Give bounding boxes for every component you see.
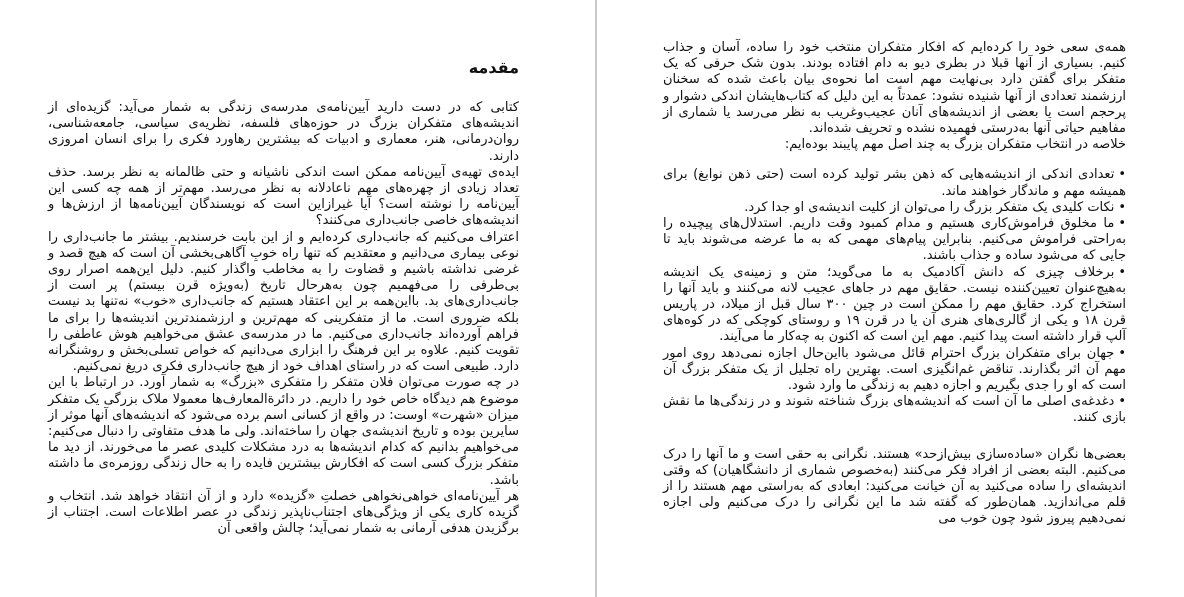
section-heading: مقدمه — [468, 58, 519, 77]
paragraph: اعتراف می‌کنیم که جانب‌داری کرده‌ایم و از این بابت خرسندیم. بیشتر ما جانب‌داری را نوعی بیماری می‌دانیم و معتقدیم که تنها راه خوبِ آگاهی‌بخشی آن است که هیچ قصد و غرضی نداشته باشیم و قضاوت را به مخاطب واگذار کنیم. دلیل این‌همه اصرار روی بی‌طرفی را می‌فهمیم چون به‌هرحال تاریخ (به‌ویژه قرن بیستم) پر است از جانب‌داری‌های بد. بااین‌همه بر این اعتقاد هستیم که جانب‌داری «خوب» نه‌تنها بد نیست بلکه ضروری است. ما از متفکرینی که مهم‌ترین و ارزشمندترین اندیشه‌ها را برای ما فراهم آورده‌اند جانب‌داری می‌کنیم. ما در مدرسه‌ی عشق می‌خواهیم هوش عاطفی را تقویت کنیم. علاوه بر این فرهنگ را ابزاری می‌دانیم که خواص تسلی‌بخش و روشنگرانه دارد. طبیعی است که در راستای اهداف خود از هیچ جانب‌داری فکری دریغ نمی‌کنیم. — [48, 229, 519, 375]
paragraph: ایده‌ی تهیه‌ی آیین‌نامه ممکن است اندکی ناشیانه و حتی ظالمانه به نظر برسد. حذف تعداد زیادی از چهره‌های مهم ناعادلانه به نظر می‌رسد. مهم‌تر از همه چه کسی این آیین‌نامه را نوشته است؟ آیا غیرازاین است که نویسندگان آیین‌نامه‌ها از ارزش‌ها و اندیشه‌های خاصی جانب‌داری می‌کنند؟ — [48, 164, 519, 229]
list-item-text: تعدادی اندکی از اندیشه‌هایی که ذهن بشر تولید کرده است (حتی ذهن نوابغ) برای همیشه مهم و ماندگار خواهند ماند. — [663, 167, 1126, 199]
right-page — [597, 0, 1184, 597]
list-item-text: برخلاف چیزی که دانش آکادمیک به ما می‌گوید؛ متن و زمینه‌ی یک اندیشه به‌هیچ‌عنوان تعیین‌کننده نیست. حقایق مهم در جاهای عجیب لانه می‌کنند و باید آنها را استخراج کرد. حقایق مهم را ممکن است در چین ۳۰۰ سال قبل از میلاد، در پاریس قرن ۱۸ و یکی از گالری‌های هنری آن یا در قرن ۱۹ و روستای کوچکی که در کوه‌های آلپ قرار داشته است پیدا کنیم. مهم این است که اکنون به چه‌کار ما می‌آیند. — [663, 264, 1126, 345]
list-item-text: جهان برای متفکران بزرگ احترام قائل می‌شود بااین‌حال اجازه نمی‌دهد روی امور مهم آن اثر بگذارند. تناقض غم‌انگیزی است. بهترین راه تجلیل از یک متفکر بزرگ آن است که او را جدی بگیریم و اجازه دهیم به زندگی ما وارد شود. — [663, 345, 1126, 394]
list-item — [663, 200, 1126, 216]
principles-list — [663, 167, 1126, 426]
right-column — [663, 40, 1126, 528]
list-item-text: دغدغه‌ی اصلی ما آن است که اندیشه‌های بزرگ شناخته شوند و در زندگی‌ها ما نقش بازی کنند. — [663, 394, 1126, 426]
paragraph: هر آیین‌نامه‌ای خواهی‌نخواهی خصلتِ «گزیده» دارد و از آن انتقاد خواهد شد. انتخاب و گزیده کاری یکی از ویژگی‌های اجتناب‌ناپذیر زندگی در عصر اطلاعات است. اجتناب از برگزیدن هدفی آرمانی به شمار نمی‌آید؛ چالش واقعی آن — [48, 488, 519, 537]
list-item — [663, 394, 1126, 426]
bullet-icon: • — [1118, 167, 1126, 183]
spacer — [663, 427, 1126, 447]
paragraph: در چه صورت می‌توان فلان متفکر را متفکری «بزرگ» به شمار آورد. در ارتباط با این موضوع هم دیدگاه خاص خود را داریم. در دائرةالمعارف‌ها معمولا ملاک بزرگی یک متفکر میزان «شهرت» اوست: در واقع از کسانی اسم برده می‌شود که اندیشه‌های آنها موثر از سایرین بوده و تاریخ اندیشه‌ی جهان را ساخته‌اند. ولی ما هدف متفاوتی را دنبال می‌کنیم: می‌خواهیم بدانیم که کدام اندیشه‌ها به درد مشکلات کلیدی عصر ما می‌خورند. از دید ما متفکر بزرگ کسی است که افکارش بیشترین فایده را به حال زندگی روزمره‌ی ما داشته باشد. — [48, 375, 519, 488]
list-item-text: نکات کلیدی یک متفکر بزرگ را می‌توان از کلیت اندیشه‌ی او جدا کرد. — [744, 199, 1115, 215]
bullet-icon: • — [1118, 394, 1126, 410]
paragraph: بعضی‌ها نگران «ساده‌سازی بیش‌ازحد» هستند. نگرانی به حقی است و ما آنها را درک می‌کنیم. البته بعضی از افراد فکر می‌کنند (به‌خصوص شماری از دانشگاهیان) که وقتی اندیشه‌ای را ساده می‌کنید به آن خیانت می‌کنید: ابعادی که به‌راستی مهم هستند را از قلم می‌اندازید. همان‌طور که گفته شد ما این نگرانی را درک می‌کنیم ولی اجازه نمی‌دهیم پیروز شود چون خوب می‌ — [663, 446, 1126, 527]
list-item — [663, 346, 1126, 395]
bullet-icon: • — [1118, 216, 1126, 232]
list-item — [663, 216, 1126, 265]
bullet-icon: • — [1118, 345, 1126, 361]
paragraph: همه‌ی سعی خود را کرده‌ایم که افکار متفکران منتخب خود را ساده، آسان و جذاب کنیم. بسیاری از آنها قبلا در بطری دیو به دام افتاده بودند. بدون شک حرفی که یک متفکر برای گفتن دارد بی‌نهایت مهم است اما نحوه‌ی بیان باعث شده که سخنان ارزشمند تعدادی از آنها شنیده نشود: عمدتاً به این دلیل که کتاب‌هایشان اندکی دشوار و پرحجم است یا بعضی از اندیشه‌های آنان عجیب‌وغریب به نظر می‌رسد یا شماری از مفاهیم حیاتی آنها به‌درستی فهمیده نشده و تحریف شده‌اند. — [663, 40, 1126, 137]
spacer — [663, 153, 1126, 167]
left-column — [48, 58, 519, 537]
paragraph: کتابی که در دست دارید آیین‌نامه‌ی مدرسه‌ی زندگی به شمار می‌آید: گزیده‌ای از اندیشه‌های متفکران بزرگ در حوزه‌های فلسفه، نظریه‌ی سیاسی، جامعه‌شناسی، روان‌درمانی، هنر، معماری و ادبیات که بیشترین رهاورد فکری را برای انسان امروزی دارند. — [48, 100, 519, 164]
bullet-icon: • — [1118, 199, 1126, 215]
list-item-text: ما مخلوق فراموش‌کاری هستیم و مدام کمبود وقت داریم. استدلال‌های پیچیده را به‌راحتی فراموش می‌کنیم. بنابراین پیام‌های مهمی که به ما عرضه می‌شوند باید تا جایی که می‌شود ساده و جذاب باشند. — [663, 216, 1126, 264]
bullet-icon: • — [1118, 264, 1126, 280]
paragraph: خلاصه در انتخاب متفکران بزرگ به چند اصل مهم پایبند بوده‌ایم: — [784, 137, 1126, 153]
list-item — [663, 167, 1126, 199]
list-item — [663, 265, 1126, 346]
